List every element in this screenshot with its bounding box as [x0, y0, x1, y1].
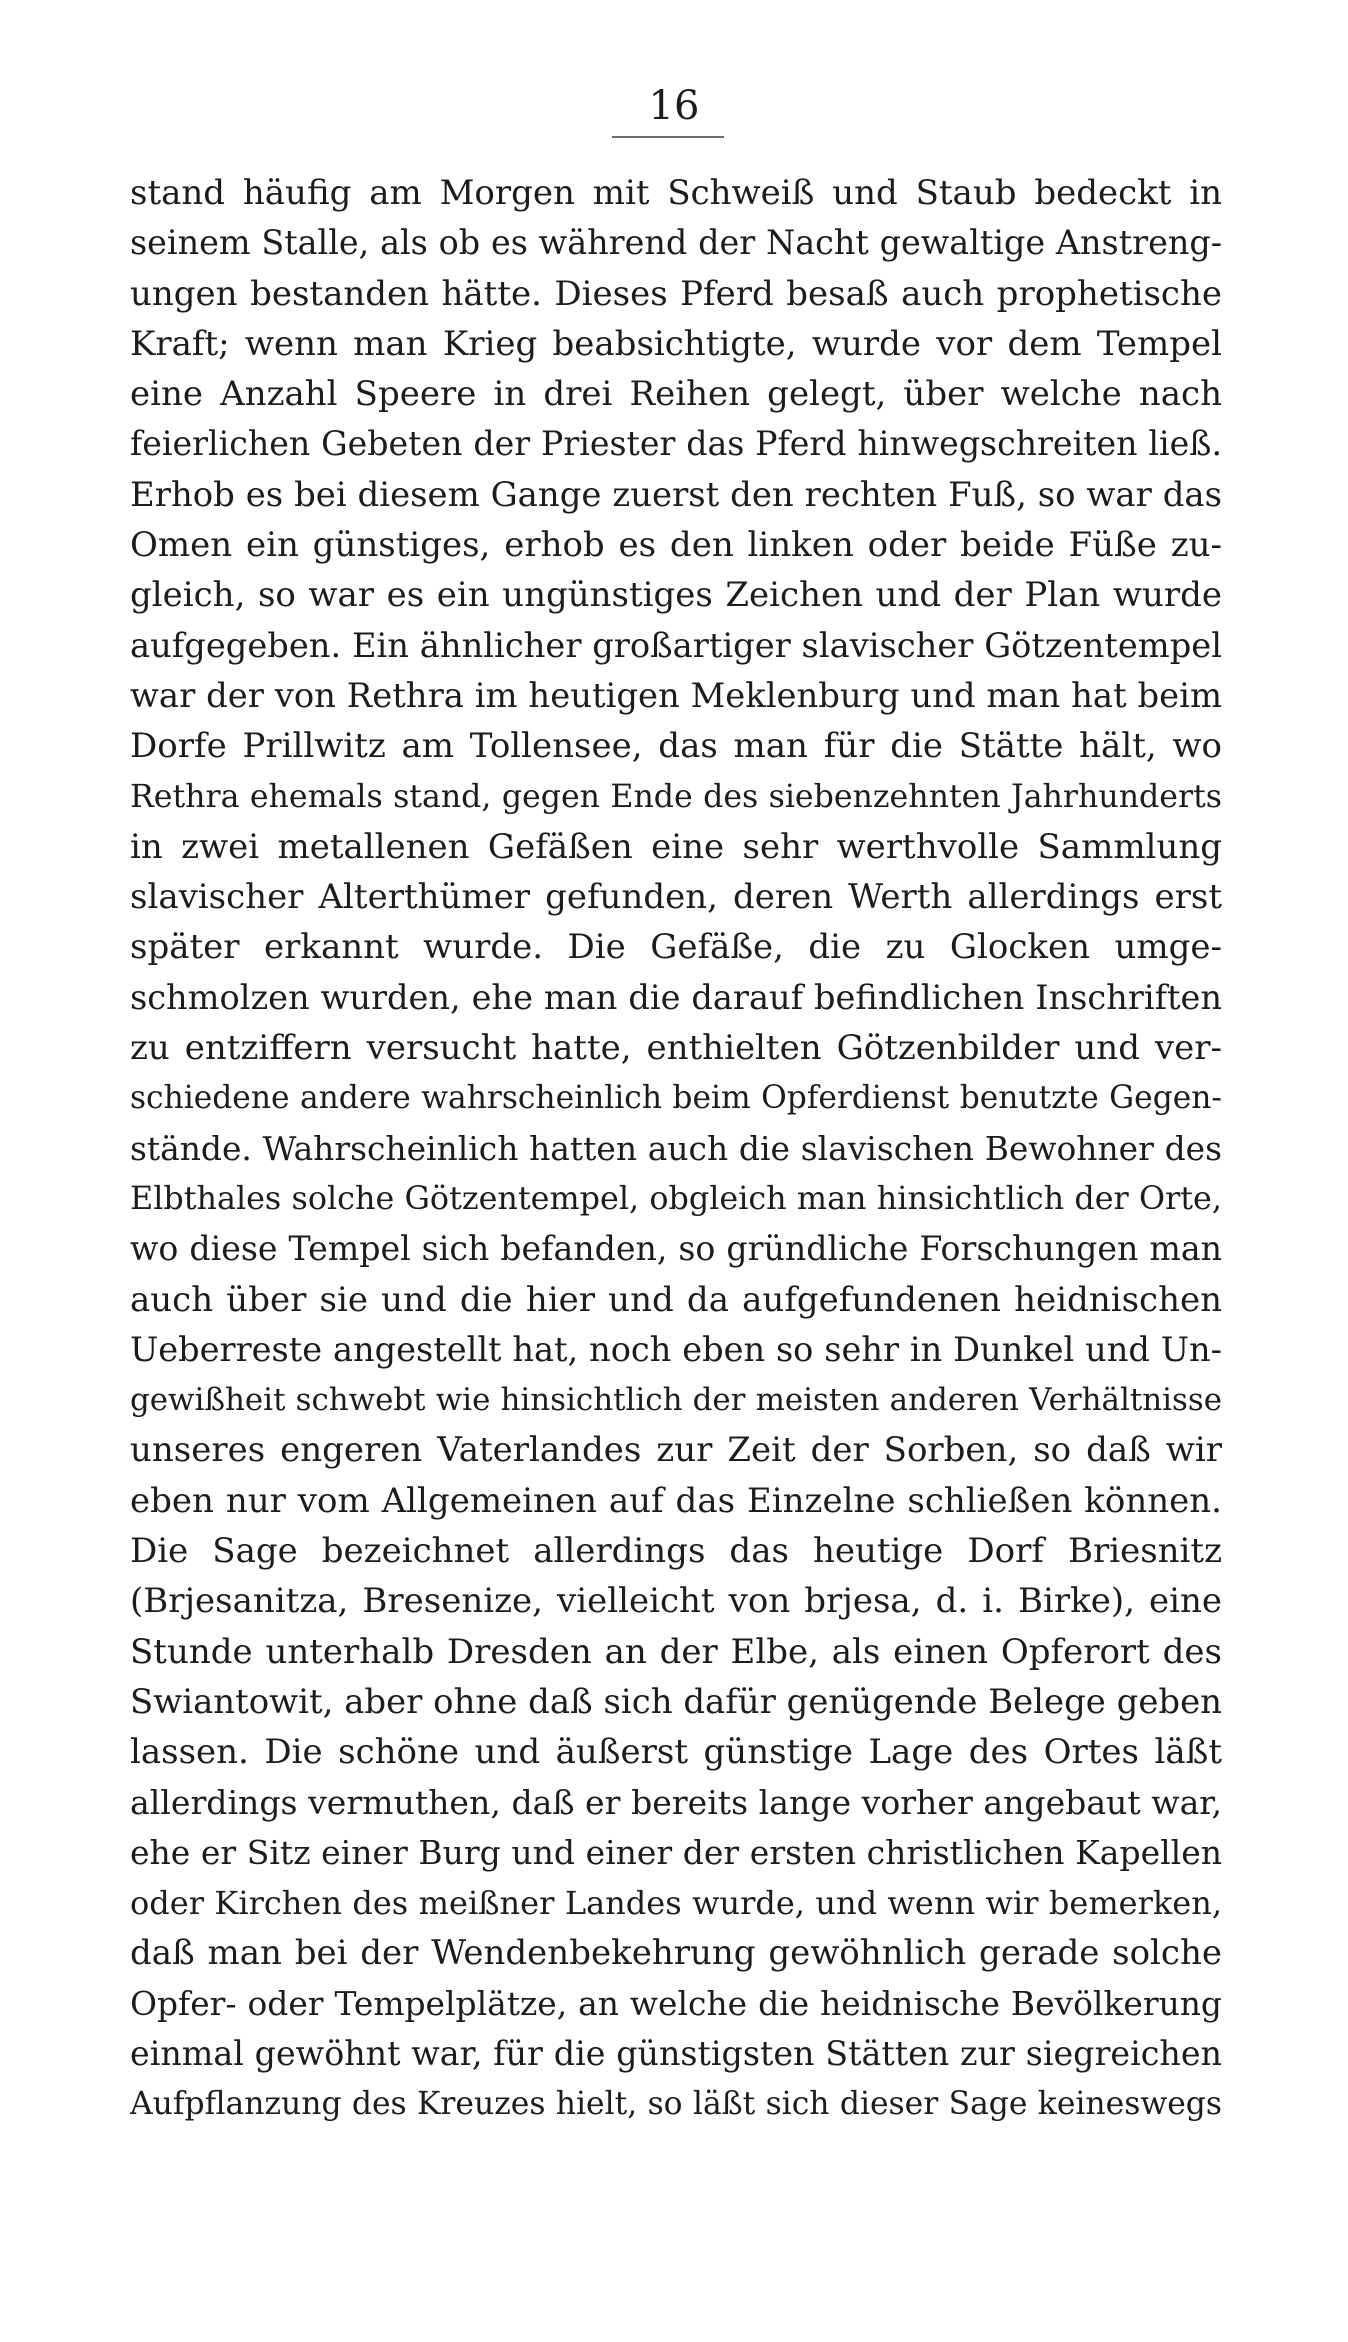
text-line: in zwei metallenen Gefäßen eine sehr werthvolle Sammlung	[130, 826, 1222, 867]
text-line: ehe er Sitz einer Burg und einer der ersten christlichen Kapellen	[130, 1832, 1222, 1872]
text-line: unseres engeren Vaterlandes zur Zeit der Sorben, so daß wir	[130, 1430, 1222, 1471]
text-line: seinem Stalle, als ob es während der Nacht gewaltige Anstreng-	[130, 223, 1222, 263]
text-line: war der von Rethra im heutigen Meklenburg und man hat beim	[130, 675, 1222, 715]
text-line: Stunde unterhalb Dresden an der Elbe, als einen Opferort des	[130, 1631, 1222, 1672]
text-line: Aufpflanzung des Kreuzes hielt, so läßt sich dieser Sage keineswegs	[130, 2086, 1222, 2123]
text-line: schiedene andere wahrscheinlich beim Opferdienst benutzte Gegen-	[130, 1080, 1222, 1117]
text-line: Ueberreste angestellt hat, noch eben so sehr in Dunkel und Un-	[130, 1329, 1222, 1369]
text-line: Rethra ehemals stand, gegen Ende des siebenzehnten Jahrhunderts	[130, 778, 1222, 815]
text-line: feierlichen Gebeten der Priester das Pferd hinwegschreiten ließ.	[130, 424, 1222, 464]
text-line: wo diese Tempel sich befanden, so gründliche Forschungen man	[130, 1229, 1222, 1269]
text-line: slavischer Alterthümer gefunden, deren Werth allerdings erst	[130, 877, 1222, 918]
text-line: Omen ein günstiges, erhob es den linken oder beide Füße zu-	[130, 525, 1222, 566]
text-line: aufgegeben. Ein ähnlicher großartiger slavischer Götzentempel	[130, 625, 1222, 665]
text-line: Dorfe Prillwitz am Tollensee, das man für die Stätte hält, wo	[130, 726, 1222, 767]
text-line: allerdings vermuthen, daß er bereits lange vorher angebaut war,	[130, 1782, 1222, 1822]
text-line: Opfer- oder Tempelplätze, an welche die heidnische Bevölkerung	[130, 1983, 1222, 2023]
text-line: einmal gewöhnt war, für die günstigsten Stätten zur siegreichen	[130, 2033, 1222, 2073]
text-line: oder Kirchen des meißner Landes wurde, und wenn wir bemerken,	[130, 1884, 1222, 1923]
text-line: gewißheit schwebt wie hinsichtlich der meisten anderen Verhältnisse	[130, 1382, 1222, 1419]
text-line: zu entziffern versucht hatte, enthielten Götzenbilder und ver-	[130, 1028, 1222, 1069]
text-line: lassen. Die schöne und äußerst günstige Lage des Ortes läßt	[130, 1732, 1222, 1773]
text-line: eine Anzahl Speere in drei Reihen gelegt, über welche nach	[130, 374, 1222, 415]
text-line: Die Sage bezeichnet allerdings das heutige Dorf Briesnitz	[130, 1531, 1222, 1572]
text-line: stände. Wahrscheinlich hatten auch die slavischen Bewohner des	[130, 1128, 1222, 1168]
text-line: Kraft; wenn man Krieg beabsichtigte, wurde vor dem Tempel	[130, 323, 1222, 364]
body-text	[130, 168, 1222, 2130]
header-rule	[612, 136, 724, 138]
text-line: Elbthales solche Götzentempel, obgleich man hinsichtlich der Orte,	[130, 1179, 1222, 1217]
text-line: Erhob es bei diesem Gange zuerst den rechten Fuß, so war das	[130, 474, 1222, 514]
text-line: Swiantowit, aber ohne daß sich dafür genügende Belege geben	[130, 1681, 1222, 1721]
text-line: daß man bei der Wendenbekehrung gewöhnlich gerade solche	[130, 1933, 1222, 1974]
text-line: ungen bestanden hätte. Dieses Pferd besaß auch prophetische	[130, 273, 1222, 314]
page-number: 16	[648, 83, 700, 129]
text-line: gleich, so war es ein ungünstiges Zeichen und der Plan wurde	[130, 575, 1222, 616]
text-line: auch über sie und die hier und da aufgefundenen heidnischen	[130, 1279, 1222, 1320]
text-line: stand häufig am Morgen mit Schweiß und Staub bedeckt in	[130, 173, 1222, 213]
text-line: später erkannt wurde. Die Gefäße, die zu Glocken umge-	[130, 927, 1222, 968]
text-line: (Brjesanitza, Bresenize, vielleicht von brjesa, d. i. Birke), eine	[130, 1581, 1222, 1622]
text-line: eben nur vom Allgemeinen auf das Einzelne schließen können.	[130, 1480, 1222, 1521]
text-line: schmolzen wurden, ehe man die darauf befindlichen Inschriften	[130, 977, 1222, 1017]
